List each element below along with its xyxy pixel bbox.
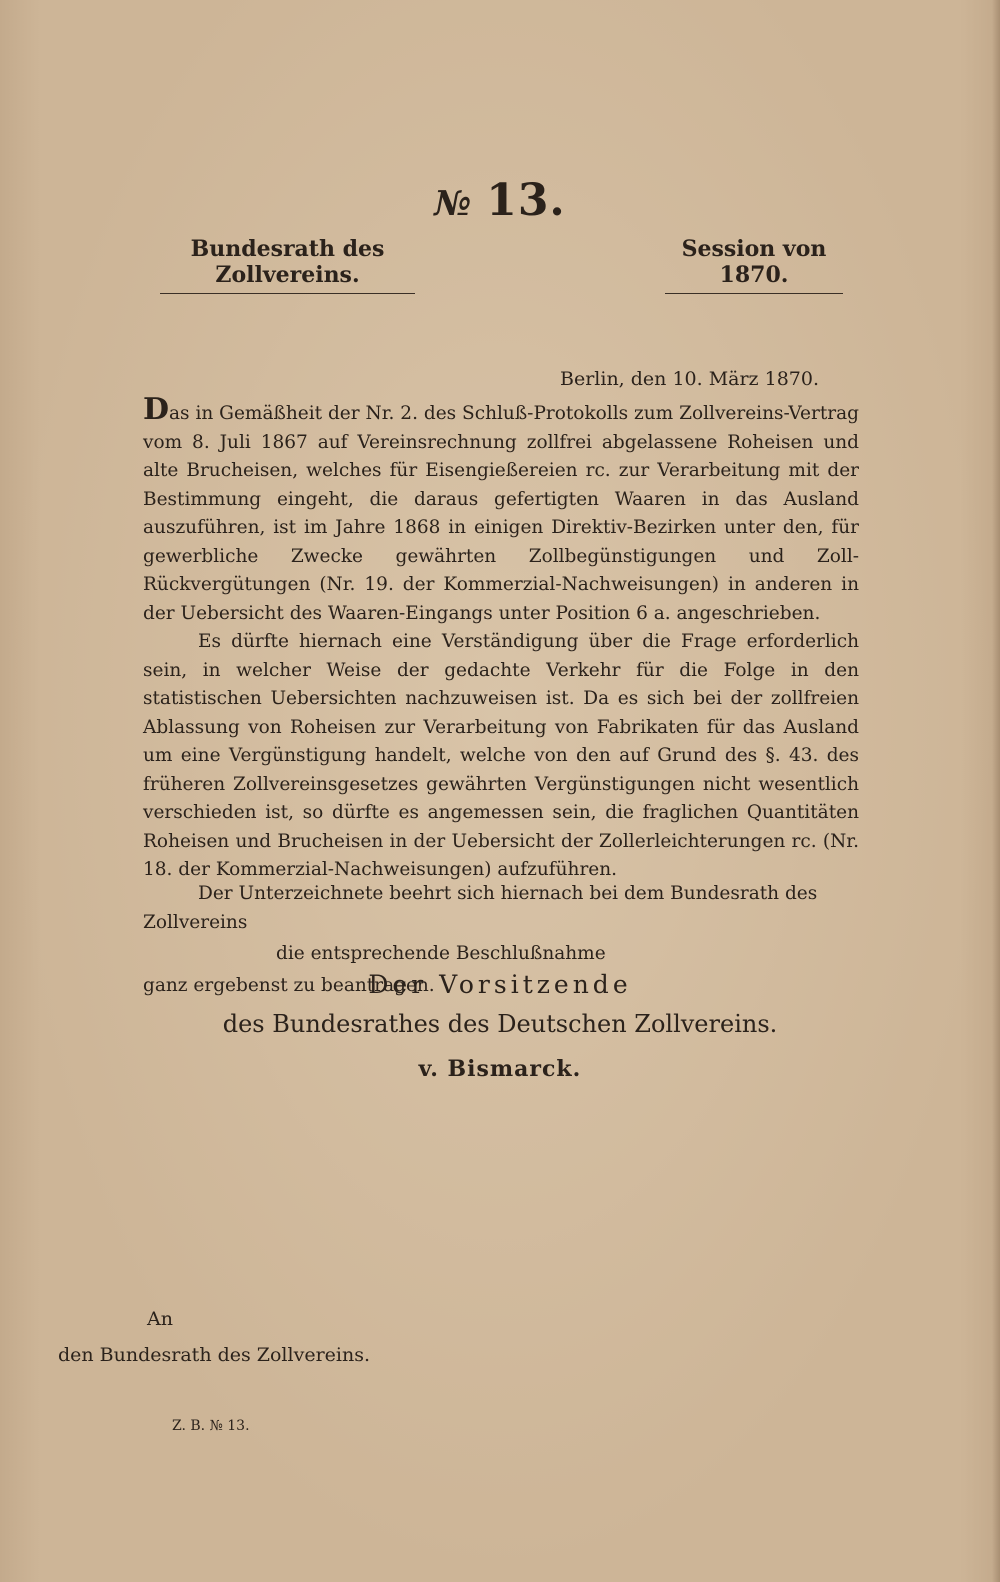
footer-reference: Z. B. № 13.	[172, 1418, 250, 1434]
header-session: Session von 1870.	[665, 236, 843, 294]
page-edge-shadow	[992, 0, 1000, 1582]
closing-line-3: ganz ergebenst zu beantragen.	[143, 974, 435, 996]
paragraph-1	[143, 392, 859, 628]
document-number	[0, 175, 1000, 226]
closing-line-2: die entsprechende Beschlußnahme	[276, 943, 606, 964]
signature-subtitle: des Bundesrathes des Deutschen Zollvereins.	[222, 1010, 778, 1038]
signature-name: v. Bismarck.	[418, 1056, 582, 1082]
date-line: Berlin, den 10. März 1870.	[560, 368, 820, 390]
paragraph-1-text: as in Gemäßheit der Nr. 2. des Schluß-Protokolls zum Zollvereins-Vertrag vom 8. Juli 1867 auf Vereinsrechnung zollfrei abgelassene Roheisen und alte Brucheisen, welches für Eisengießereien rc. zur Verarbeitung mit der Bestimmung eingeht, die daraus gefertigten Waaren in das Ausland auszuführen, ist im Jahre 1868 in einigen Direktiv-Bezirken unter den, für gewerbliche Zwecke gewährten Zollbegünstigungen und Zoll-Rückvergütungen (Nr. 19. der Kommerzial-Nachweisungen) in anderen in der Uebersicht des Waaren-Eingangs unter Position 6 a. angeschrieben.	[143, 403, 859, 624]
paragraph-2: Es dürfte hiernach eine Verständigung über die Frage erforderlich sein, in welcher Weise der gedachte Verkehr für die Folge in den statistischen Uebersichten nachzuweisen ist. Da es sich bei der zollfreien Ablassung von Roheisen zur Verarbeitung von Fabrikaten für das Ausland um eine Vergünstigung handelt, welche von den auf Grund des §. 43. des früheren Zollvereinsgesetzes gewährten Vergünstigungen nicht wesentlich verschieden ist, so dürfte es angemessen sein, die fraglichen Quantitäten Roheisen und Brucheisen in der Uebersicht der Zollerleichterungen rc. (Nr. 18. der Kommerzial-Nachweisungen) aufzuführen.	[143, 631, 859, 880]
drop-cap: D	[143, 392, 170, 427]
number-sign: №	[434, 184, 473, 224]
address-salutation: An	[147, 1308, 173, 1330]
header-issuer: Bundesrath des Zollvereins.	[160, 236, 415, 294]
signature-title: Der Vorsitzende	[368, 970, 632, 999]
closing-line-1: Der Unterzeichnete beehrt sich hiernach bei dem Bundesrath des Zollvereins	[143, 883, 818, 933]
document-body	[143, 392, 859, 885]
number-value: 13.	[486, 175, 566, 226]
address-recipient: den Bundesrath des Zollvereins.	[58, 1344, 370, 1366]
